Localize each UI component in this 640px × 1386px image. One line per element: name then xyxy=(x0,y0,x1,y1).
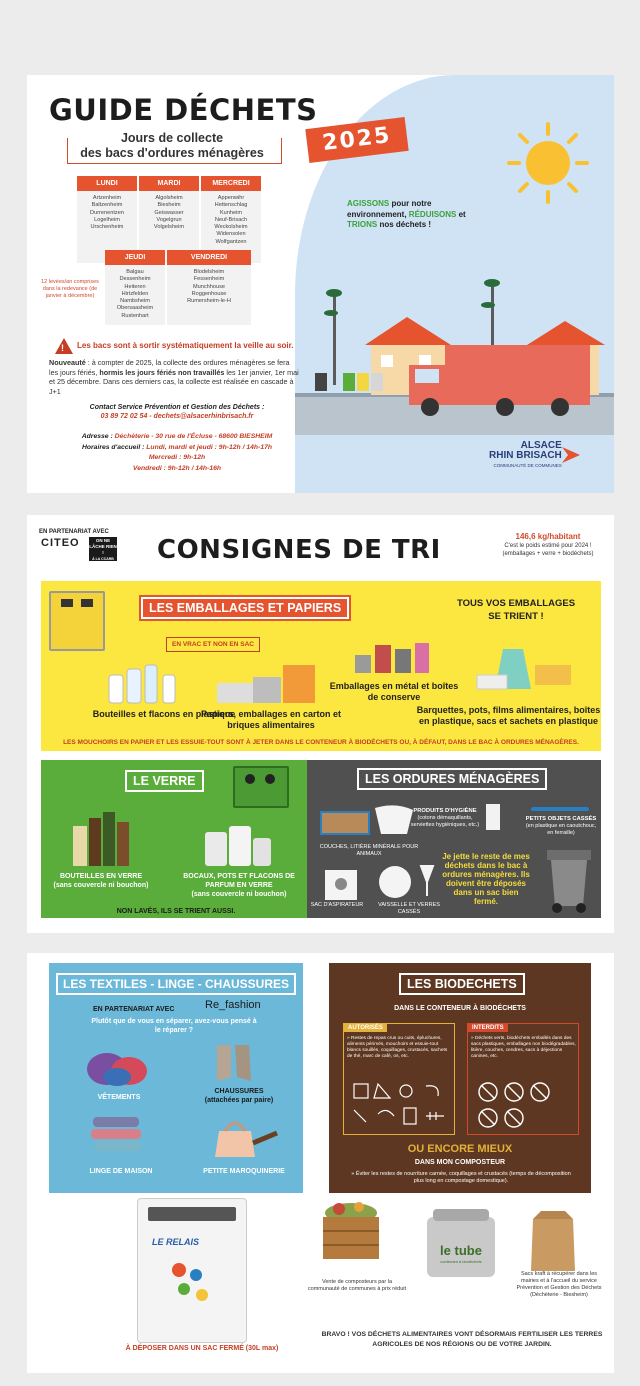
address-value: Déchèterie - 30 rue de l'Écluse - 68600 BIESHEIM xyxy=(114,433,273,440)
warning-icon-mark: ! xyxy=(61,343,64,353)
composter-icon xyxy=(315,1199,387,1263)
town: Artzenheim xyxy=(92,195,122,201)
day-friday xyxy=(167,250,251,325)
town: Biesheim xyxy=(157,202,181,209)
glass-jars-caption xyxy=(169,872,309,899)
town: Volgelsheim xyxy=(153,224,185,231)
hygiene-caption xyxy=(405,808,485,829)
town: Wolfgantzen xyxy=(215,238,247,245)
year-badge: 2025 xyxy=(305,117,408,163)
shoes-caption xyxy=(189,1087,289,1105)
caption-subline: (en plastique en caoutchouc, en ferraille) xyxy=(525,823,597,836)
papers-caption: Papiers, emballages en carton et briques alimentaires xyxy=(200,709,342,730)
town: Vogelgrun xyxy=(156,216,182,223)
town: Dessenheim xyxy=(119,276,151,283)
day-thursday xyxy=(105,250,165,325)
alsace-rhin-brisach-logo xyxy=(489,441,562,471)
warning-icon xyxy=(55,338,73,354)
partner-label: EN PARTENARIAT AVEC xyxy=(93,1006,175,1013)
slogan xyxy=(347,199,477,231)
le-tube-subtitle: contenant à biodéchets xyxy=(440,1259,482,1264)
new-rule-bold: hormis les jours fériés non travaillés xyxy=(99,367,225,377)
drop-off-note: À DÉPOSER DANS UN SAC FERMÉ (30L max) xyxy=(125,1345,279,1352)
sorting-instructions-card xyxy=(27,515,614,933)
slogan-part: RÉDUISONS xyxy=(408,209,457,219)
metal-cans-icon xyxy=(349,639,439,675)
linen-caption: LINGE DE MAISON xyxy=(89,1168,153,1175)
town: Blodelsheim xyxy=(193,269,225,275)
caption-subline: (attachées par paire) xyxy=(204,1097,274,1104)
biowaste-container-note: DANS LE CONTENEUR À BIODÉCHETS xyxy=(394,1005,526,1012)
weight-text: C'est le poids estimé pour 2024 ! xyxy=(504,543,592,549)
composter-heading: DANS MON COMPOSTEUR xyxy=(414,1159,506,1166)
composter-note: » Éviter les restes de nourriture carnée, coquillages et crustacés (temps de décomposition plus long en compostage domestique). xyxy=(351,1171,571,1184)
logo-line-3: COMMUNAUTÉ DE COMMUNES xyxy=(493,463,562,468)
town: Heiteren xyxy=(124,283,146,290)
food-scraps-icon xyxy=(350,1080,450,1130)
citeo-logo: CITEO xyxy=(41,537,80,549)
trays-caption: Barquettes, pots, films alimentaires, boîtes en plastique, sacs et sachets en plastique xyxy=(416,705,601,726)
new-rule-rest: les 1er janvier, 1er mai et 25 décembre. Dans ces derniers cas, la collecte est réalisée en cascade à J+1 xyxy=(49,367,299,396)
allowed-tag: AUTORISÉS xyxy=(344,1024,387,1032)
town: Munchhouse xyxy=(192,283,226,290)
caption-line: BOUTEILLES EN VERRE xyxy=(59,873,143,880)
page-title: CONSIGNES DE TRI xyxy=(157,535,441,565)
town: Urschenheim xyxy=(90,224,124,231)
leather-caption: PETITE MAROQUINERIE xyxy=(203,1168,285,1175)
slogan-part: TRIONS xyxy=(347,220,378,229)
day-label: VENDREDI xyxy=(167,250,251,265)
collection-guide-card xyxy=(27,75,614,493)
textiles-label-wrap xyxy=(49,973,303,995)
yellow-bin-icon xyxy=(49,591,105,651)
new-rule-text xyxy=(49,358,299,396)
subtitle xyxy=(67,131,277,161)
caption-subline: (cotons démaquillants, serviettes hygiéniques, etc.) xyxy=(410,815,480,828)
le-relais-logo: LE RELAIS xyxy=(152,1237,200,1247)
weight-subtext: (emballages + verre + biodéchets) xyxy=(502,551,594,557)
bravo-note: BRAVO ! VOS DÉCHETS ALIMENTAIRES VONT DÉSORMAIS FERTILISER LES TERRES AGRICOLES DE NOS RÉGIONS OU DE VOTRE JARDIN. xyxy=(321,1331,603,1348)
hours-wednesday: Mercredi : 9h-12h xyxy=(148,454,206,461)
subtitle-line-1: Jours de collecte xyxy=(117,131,227,146)
new-rule-label: Nouveauté xyxy=(49,358,86,367)
town: Baltzenheim xyxy=(91,202,123,209)
address-block xyxy=(57,432,297,474)
loose-note: EN VRAC ET NON EN SAC xyxy=(166,637,260,652)
day-label: MERCREDI xyxy=(201,176,261,191)
metal-caption: Emballages en métal et boîtes de conserve xyxy=(329,681,459,702)
kraft-bags-caption: Sacs kraft à récupérer dans les mairies et à l'accueil du service Prévention et Gestion des Déchets (Déchèterie - Biesheim) xyxy=(516,1271,602,1298)
day-label: JEUDI xyxy=(105,250,165,265)
plastic-bottles-icon xyxy=(103,661,203,705)
warning-text: Les bacs sont à sortir systématiquement la veille au soir. xyxy=(77,341,294,350)
town-list xyxy=(105,265,165,325)
unwashed-note: NON LAVÉS, ILS SE TRIENT AUSSI. xyxy=(116,908,236,915)
glass-jars-icon xyxy=(199,812,279,868)
slogan-part: pour notre environnement, xyxy=(347,199,432,219)
town: Widensolen xyxy=(216,231,246,238)
schedule-row-2 xyxy=(105,250,251,325)
forbidden-box xyxy=(467,1023,579,1135)
textiles-biowaste-card xyxy=(27,953,614,1373)
town: Hettenschlag xyxy=(214,202,248,209)
household-waste-section xyxy=(307,760,601,918)
broken-objects-caption xyxy=(525,816,597,837)
logo-line-1: ALSACE xyxy=(520,440,562,451)
vacuum-bag-caption: SAC D'ASPIRATEUR xyxy=(310,902,364,908)
glass-label: LE VERRE xyxy=(125,770,204,792)
day-label: MARDI xyxy=(139,176,199,191)
bottles-caption: Bouteilles et flacons en plastique xyxy=(92,709,236,719)
packaging-label: LES EMBALLAGES ET PAPIERS xyxy=(141,597,349,619)
biowaste-section xyxy=(329,963,591,1193)
sun-icon xyxy=(505,120,591,206)
dishes-caption: VAISSELLE ET VERRES CASSÉS xyxy=(378,902,440,915)
forbidden-text: » Déchets verts, biodéchets emballés dans des sacs plastiques, emballages non biodégradables, litière, couches, cendres, sacs à déjections canines, etc. xyxy=(471,1036,576,1059)
even-better-heading: OU ENCORE MIEUX xyxy=(407,1143,513,1155)
diapers-caption: COUCHES, LITIÈRE MINÉRALE POUR ANIMAUX xyxy=(319,844,419,857)
green-bin-icon xyxy=(233,766,289,808)
le-relais-container xyxy=(137,1198,247,1343)
contact-label: Contact Service Prévention et Gestion des Déchets : xyxy=(89,404,265,411)
address-label: Adresse : xyxy=(81,433,115,440)
weight-stat xyxy=(489,533,607,558)
forbidden-items-icon xyxy=(476,1080,572,1130)
contact-block xyxy=(67,403,287,421)
town: Fessenheim xyxy=(193,276,225,283)
town: Kunheim xyxy=(219,209,243,216)
shoes-icon xyxy=(209,1041,259,1085)
logo-subtext: À LA CCARB xyxy=(92,557,114,561)
slogan-part: nos déchets ! xyxy=(377,220,432,229)
caption-line: CHAUSSURES xyxy=(214,1088,264,1095)
page-title: GUIDE DÉCHETS xyxy=(49,93,318,127)
forbidden-tag: INTERDITS xyxy=(468,1024,508,1032)
logo-text: ON NE LÂCHE RIEN ! xyxy=(89,538,117,555)
caption-line: PETITS OBJETS CASSÉS xyxy=(525,816,597,822)
on-ne-lache-rien-logo xyxy=(89,537,117,561)
allowed-box xyxy=(343,1023,455,1135)
town: Roggenhouse xyxy=(191,290,227,297)
plastic-trays-icon xyxy=(473,639,583,695)
contact-info[interactable]: 03 89 72 02 54 - dechets@alsacerhinbrisach.fr xyxy=(100,413,254,420)
new-rule-body: : à compter de 2025, la collecte des ordures ménagères se fera les jours fériés, xyxy=(49,358,290,377)
clothes-caption: VÊTEMENTS xyxy=(97,1094,141,1101)
grey-bin-icon xyxy=(543,846,595,914)
container-slot xyxy=(148,1207,236,1221)
town: Rustenhart xyxy=(121,312,149,319)
pickups-note: 12 levées/an comprises dans la redevance (de janvier à décembre) xyxy=(41,279,99,299)
logo-line-2: RHIN BRISACH xyxy=(489,450,562,461)
glass-bottles-caption xyxy=(41,872,161,890)
vacuum-bag-icon xyxy=(321,868,361,902)
repair-note: Plutôt que de vous en séparer, avez-vous pensé à le réparer ? xyxy=(91,1018,257,1034)
town: Logelheim xyxy=(94,216,120,223)
leather-goods-icon xyxy=(211,1113,281,1159)
composter-sale-caption: Vente de composteurs par la communauté de communes à prix réduit xyxy=(307,1279,407,1292)
town: Appenwihr xyxy=(217,195,245,201)
day-label: LUNDI xyxy=(77,176,137,191)
biowaste-label: LES BIODECHETS xyxy=(399,973,525,995)
town: Rumersheim-le-H xyxy=(187,298,231,305)
household-linen-icon xyxy=(87,1113,147,1155)
all-packaging-note: TOUS VOS EMBALLAGES SE TRIENT ! xyxy=(456,598,576,622)
town: Balgau xyxy=(126,269,144,275)
town: Hirtzfelden xyxy=(121,290,149,297)
hours-label: Horaires d'accueil : xyxy=(81,443,147,451)
kraft-bag-icon xyxy=(527,1209,579,1273)
paper-cartons-icon xyxy=(213,663,323,705)
remaining-waste-note: Je jette le reste de mes déchets dans le bac à ordures ménagères. Ils doivent être déposés dans un sac bien fermé. xyxy=(442,852,530,906)
town: Durrenentzen xyxy=(90,209,124,216)
allowed-text: » Restes de repas crus ou cuits, épluchures, aliments périmés, mouchoirs et essuie-tout blancs souillés, coquillages, crustacés, sachets de thé, marc de café, os, etc. xyxy=(347,1036,448,1059)
caption-subline: (sans couvercle ni bouchon) xyxy=(53,882,149,889)
hygiene-product-icon xyxy=(483,802,503,832)
refashion-logo: Re_fashion xyxy=(205,999,261,1011)
household-waste-label: LES ORDURES MÉNAGÈRES xyxy=(357,768,547,790)
slogan-part: AGISSONS xyxy=(347,199,390,208)
town: Neuf-Brisach xyxy=(214,216,248,223)
toothbrush-icon xyxy=(529,802,593,816)
partner-label: EN PARTENARIAT AVEC xyxy=(39,529,109,535)
town: Algolsheim xyxy=(155,195,183,201)
glass-bottles-icon xyxy=(67,808,147,868)
clothes-icon xyxy=(85,1047,151,1089)
packaging-section xyxy=(41,581,601,751)
litter-diaper-icon xyxy=(317,800,417,840)
town: Nambsheim xyxy=(120,298,150,305)
broken-dishes-icon xyxy=(371,862,441,900)
town-list xyxy=(167,265,251,325)
caption-line: PRODUITS D'HYGIÈNE xyxy=(413,808,477,814)
container-dots xyxy=(168,1259,218,1309)
weight-value: 146,6 kg/habitant xyxy=(515,532,581,541)
hours-value: Lundi, mardi et jeudi : 9h-12h / 14h-17h xyxy=(146,443,273,451)
town: Geiswasser xyxy=(154,209,184,216)
textiles-section xyxy=(49,963,303,1193)
le-tube-logo: le tube xyxy=(440,1243,482,1258)
textiles-label: LES TEXTILES - LINGE - CHAUSSURES xyxy=(56,973,296,995)
town-truck-illustration xyxy=(295,255,614,435)
glass-section xyxy=(41,760,311,918)
subtitle-line-2: des bacs d'ordures ménagères xyxy=(77,146,267,161)
slogan-part: et xyxy=(456,209,466,219)
logo-arrow-icon xyxy=(562,445,580,465)
tissues-note: LES MOUCHOIRS EN PAPIER ET LES ESSUIE-TOUT SONT À JETER DANS LE CONTENEUR À BIODÉCHETS OU, À DÉFAUT, DANS LE BAC À ORDURES MÉNAGÈRES. xyxy=(63,739,579,746)
caption-subline: (sans couvercle ni bouchon) xyxy=(191,891,287,898)
caption-line: BOCAUX, POTS ET FLACONS DE PARFUM EN VERRE xyxy=(183,873,295,889)
hours-friday: Vendredi : 9h-12h / 14h-16h xyxy=(132,464,222,472)
town: Weckolsheim xyxy=(214,224,248,231)
town: Obersaasheim xyxy=(116,305,154,312)
